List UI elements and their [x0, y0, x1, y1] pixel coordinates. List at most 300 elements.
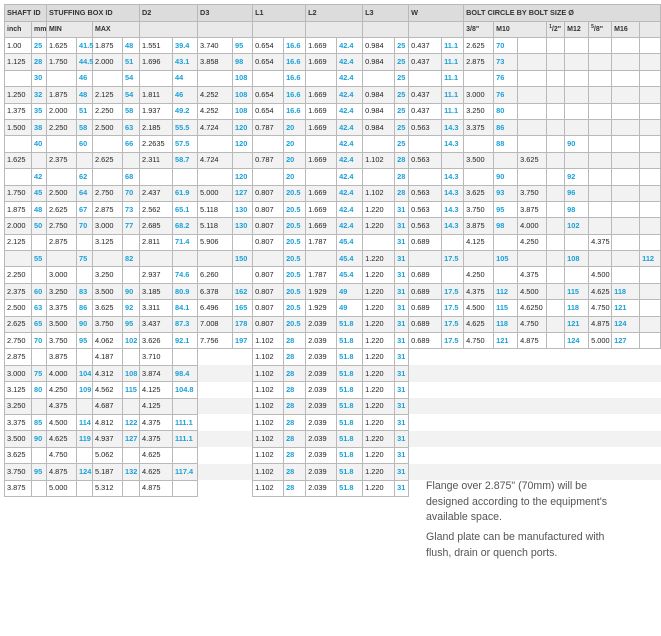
header-bolt-circle: BOLT CIRCLE BY BOLT SIZE Ø [464, 5, 661, 22]
table-cell: 3.858 [198, 54, 233, 70]
table-cell [173, 480, 198, 496]
table-cell: 42.4 [337, 38, 363, 54]
table-cell: 62 [77, 169, 93, 185]
table-cell: 0.807 [253, 201, 284, 217]
table-cell: 31 [395, 300, 409, 316]
table-cell [140, 251, 173, 267]
subheader-min: MIN [47, 22, 93, 38]
table-cell [93, 136, 123, 152]
table-cell: 1.696 [140, 54, 173, 70]
table-cell: 1.250 [5, 87, 32, 103]
table-cell [32, 234, 47, 250]
table-cell: 127 [612, 333, 640, 349]
table-cell: 3.625 [93, 300, 123, 316]
table-cell: 25 [395, 136, 409, 152]
table-cell [612, 251, 640, 267]
table-cell [612, 169, 640, 185]
table-cell [547, 103, 565, 119]
table-cell [565, 87, 589, 103]
table-cell: 6.496 [198, 300, 233, 316]
table-cell: 25 [395, 87, 409, 103]
table-cell: 48 [32, 201, 47, 217]
table-cell: 4.187 [93, 349, 123, 365]
table-cell [253, 251, 284, 267]
table-cell: 14.3 [442, 201, 464, 217]
table-cell: 31 [395, 382, 409, 398]
table-cell: 102 [565, 218, 589, 234]
table-cell: 42.4 [337, 87, 363, 103]
table-cell [253, 136, 284, 152]
table-cell: 51.8 [337, 365, 363, 381]
table-cell: 46 [77, 70, 93, 86]
table-cell [123, 152, 140, 168]
table-cell [640, 283, 661, 299]
table-cell: 31 [395, 480, 409, 496]
table-cell: 4.724 [198, 152, 233, 168]
empty-cell [198, 414, 253, 430]
table-cell: 77 [123, 218, 140, 234]
table-row [5, 398, 661, 414]
table-cell [565, 70, 589, 86]
table-cell [589, 185, 612, 201]
table-cell [140, 169, 173, 185]
table-cell [547, 283, 565, 299]
table-cell: 58 [77, 119, 93, 135]
subheader-l3 [363, 22, 409, 38]
empty-cell [409, 431, 661, 447]
table-cell: 1.102 [253, 480, 284, 496]
table-cell [306, 251, 337, 267]
table-cell [640, 54, 661, 70]
table-cell [612, 38, 640, 54]
table-cell: 60 [32, 283, 47, 299]
table-cell: 111.1 [173, 431, 198, 447]
table-cell: 2.685 [140, 218, 173, 234]
table-cell: 1.787 [306, 267, 337, 283]
table-cell: 3.874 [140, 365, 173, 381]
table-cell: 1.669 [306, 152, 337, 168]
table-cell: 3.375 [464, 119, 494, 135]
table-row [5, 38, 661, 54]
table-cell: 3.875 [47, 349, 77, 365]
table-cell: 3.185 [140, 283, 173, 299]
table-cell: 1.875 [5, 201, 32, 217]
table-cell: 31 [395, 251, 409, 267]
table-cell: 28 [284, 349, 306, 365]
table-cell: 114 [77, 414, 93, 430]
table-cell: 1.750 [47, 54, 77, 70]
table-cell: 6.378 [198, 283, 233, 299]
table-row [5, 431, 661, 447]
table-cell: 1.220 [363, 267, 395, 283]
table-cell: 4.625 [140, 447, 173, 463]
table-cell [547, 169, 565, 185]
table-cell: 1.669 [306, 218, 337, 234]
table-cell [464, 70, 494, 86]
table-cell: 3.750 [464, 201, 494, 217]
table-cell [547, 234, 565, 250]
header-l3: L3 [363, 5, 409, 22]
table-cell [77, 447, 93, 463]
table-cell: 0.654 [253, 54, 284, 70]
table-cell [640, 333, 661, 349]
table-cell: 51 [123, 54, 140, 70]
table-cell: 4.750 [47, 447, 77, 463]
table-cell: 2.750 [47, 218, 77, 234]
table-cell [547, 136, 565, 152]
table-cell: 20 [284, 119, 306, 135]
table-cell: 4.687 [93, 398, 123, 414]
table-cell: 4.062 [93, 333, 123, 349]
table-row [5, 414, 661, 430]
table-cell [640, 267, 661, 283]
table-cell: 2.2635 [140, 136, 173, 152]
table-cell: 64 [77, 185, 93, 201]
table-cell [77, 267, 93, 283]
table-cell: 90 [494, 169, 518, 185]
table-cell: 28 [284, 464, 306, 480]
table-cell: 1.375 [5, 103, 32, 119]
table-cell [173, 169, 198, 185]
table-cell: 28 [284, 382, 306, 398]
table-cell: 3.250 [93, 267, 123, 283]
table-cell [640, 169, 661, 185]
table-cell: 31 [395, 316, 409, 332]
table-cell: 0.984 [363, 119, 395, 135]
table-cell: 3.500 [464, 152, 494, 168]
table-cell: 25 [395, 54, 409, 70]
table-cell [93, 70, 123, 86]
table-cell [612, 87, 640, 103]
table-cell [547, 251, 565, 267]
table-cell: 39.4 [173, 38, 198, 54]
header-d3: D3 [198, 5, 253, 22]
table-cell [77, 234, 93, 250]
table-cell [306, 136, 337, 152]
table-cell [77, 152, 93, 168]
table-cell: 3.311 [140, 300, 173, 316]
table-row [5, 152, 661, 168]
table-cell [173, 398, 198, 414]
subheader-bolt-size: M12 [565, 22, 589, 38]
table-cell [518, 251, 547, 267]
table-cell: 0.563 [409, 152, 442, 168]
table-cell: 2.875 [47, 234, 77, 250]
table-cell [464, 251, 494, 267]
table-cell [93, 169, 123, 185]
subheader-bolt-size: $^5$/8" [589, 22, 612, 38]
table-row [5, 119, 661, 135]
table-cell: 25 [395, 119, 409, 135]
table-cell: 121 [612, 300, 640, 316]
table-cell: 86 [77, 300, 93, 316]
table-row [5, 316, 661, 332]
table-cell: 20.5 [284, 300, 306, 316]
table-cell [589, 169, 612, 185]
table-cell [518, 169, 547, 185]
table-cell: 3.626 [140, 333, 173, 349]
table-cell: 51.8 [337, 414, 363, 430]
table-cell [547, 333, 565, 349]
table-cell: 1.669 [306, 103, 337, 119]
table-cell: 2.039 [306, 349, 337, 365]
table-cell: 80 [32, 382, 47, 398]
table-cell: 17.5 [442, 300, 464, 316]
empty-cell [409, 414, 661, 430]
table-cell: 2.125 [93, 87, 123, 103]
table-cell: 2.500 [47, 185, 77, 201]
table-cell: 3.750 [5, 464, 32, 480]
gland-plate-note: Gland plate can be manufactured with flush, drain or quench ports. [426, 531, 605, 559]
table-row [5, 201, 661, 217]
header-l1: L1 [253, 5, 306, 22]
empty-cell [198, 464, 253, 480]
table-cell: 3.375 [5, 414, 32, 430]
table-cell: 31 [395, 398, 409, 414]
table-cell: 118 [565, 300, 589, 316]
table-cell [612, 54, 640, 70]
table-cell: 31 [395, 234, 409, 250]
table-cell: 1.220 [363, 480, 395, 496]
table-cell: 2.811 [140, 234, 173, 250]
table-cell: 3.000 [464, 87, 494, 103]
table-cell [612, 185, 640, 201]
table-cell: 7.008 [198, 316, 233, 332]
table-cell: 5.118 [198, 201, 233, 217]
table-cell [123, 234, 140, 250]
table-cell: 51.8 [337, 333, 363, 349]
table-cell: 11.1 [442, 54, 464, 70]
table-cell: 14.3 [442, 119, 464, 135]
table-cell: 20 [284, 136, 306, 152]
table-cell: 4.125 [140, 398, 173, 414]
table-cell: 1.102 [253, 464, 284, 480]
table-cell [565, 267, 589, 283]
table-cell: 42.4 [337, 136, 363, 152]
table-cell: 1.669 [306, 87, 337, 103]
table-cell: 112 [494, 283, 518, 299]
table-cell [253, 70, 284, 86]
table-row [5, 218, 661, 234]
table-cell [565, 234, 589, 250]
table-cell [547, 119, 565, 135]
table-cell: 119 [77, 431, 93, 447]
table-cell: 51.8 [337, 316, 363, 332]
table-cell: 4.000 [47, 365, 77, 381]
table-cell: 121 [494, 333, 518, 349]
table-cell: 85 [32, 414, 47, 430]
table-cell: 0.563 [409, 218, 442, 234]
table-cell: 1.220 [363, 333, 395, 349]
table-cell: 0.437 [409, 38, 442, 54]
table-cell [5, 136, 32, 152]
table-cell: 120 [233, 119, 253, 135]
table-cell: 3.625 [5, 447, 32, 463]
table-cell: 102 [123, 333, 140, 349]
table-cell: 0.437 [409, 54, 442, 70]
table-cell: 3.740 [198, 38, 233, 54]
table-cell: 4.252 [198, 103, 233, 119]
header-l2: L2 [306, 5, 363, 22]
empty-cell [409, 398, 661, 414]
table-cell: 3.500 [5, 431, 32, 447]
table-cell [32, 267, 47, 283]
table-cell: 73 [123, 201, 140, 217]
table-cell: 58 [123, 103, 140, 119]
table-cell: 1.220 [363, 251, 395, 267]
table-cell: 2.039 [306, 414, 337, 430]
table-cell: 98 [494, 218, 518, 234]
table-cell: 92 [123, 300, 140, 316]
table-cell: 42.4 [337, 201, 363, 217]
table-cell [77, 398, 93, 414]
table-cell: 31 [395, 218, 409, 234]
table-cell: 98 [233, 54, 253, 70]
table-cell: 1.00 [5, 38, 32, 54]
table-cell: 42.4 [337, 119, 363, 135]
table-cell: 2.039 [306, 333, 337, 349]
table-cell: 92.1 [173, 333, 198, 349]
table-cell: 4.000 [518, 218, 547, 234]
table-row [5, 365, 661, 381]
table-cell [612, 70, 640, 86]
table-cell: 2.250 [5, 267, 32, 283]
table-cell [589, 201, 612, 217]
table-cell: 17.5 [442, 316, 464, 332]
table-cell: 4.125 [140, 382, 173, 398]
header-stuffing-box-id: STUFFING BOX ID [47, 5, 140, 22]
table-cell: 4.250 [518, 234, 547, 250]
table-cell: 2.375 [47, 152, 77, 168]
table-cell [518, 38, 547, 54]
table-cell: 3.500 [93, 283, 123, 299]
table-row [5, 267, 661, 283]
flange-note: Flange over 2.875" (70mm) will be designed according to the equipment's available space. [426, 480, 608, 523]
table-cell: 108 [233, 87, 253, 103]
table-cell: 60 [77, 136, 93, 152]
table-cell: 2.500 [5, 300, 32, 316]
table-cell: 2.625 [5, 316, 32, 332]
table-cell [612, 201, 640, 217]
table-cell: 45.4 [337, 267, 363, 283]
table-cell: 1.102 [253, 365, 284, 381]
table-cell: 42.4 [337, 185, 363, 201]
table-cell [640, 152, 661, 168]
table-cell [5, 169, 32, 185]
table-cell: 55 [32, 251, 47, 267]
table-cell: 4.750 [464, 333, 494, 349]
table-cell: 5.118 [198, 218, 233, 234]
table-cell [198, 70, 233, 86]
table-cell: 3.000 [93, 218, 123, 234]
table-cell: 1.669 [306, 119, 337, 135]
table-cell [547, 267, 565, 283]
table-cell: 0.437 [409, 103, 442, 119]
table-cell [77, 349, 93, 365]
table-cell [464, 169, 494, 185]
table-cell [612, 103, 640, 119]
table-cell: 0.563 [409, 201, 442, 217]
table-cell: 3.125 [5, 382, 32, 398]
table-cell: 35 [32, 103, 47, 119]
dimension-table [4, 4, 661, 497]
table-cell [547, 201, 565, 217]
table-cell: 45.4 [337, 251, 363, 267]
table-cell: 1.500 [5, 119, 32, 135]
subheader-bolt-size: $^1$/2" [547, 22, 565, 38]
table-cell: 4.875 [518, 333, 547, 349]
table-cell: 130 [233, 218, 253, 234]
table-cell: 2.875 [5, 349, 32, 365]
table-cell: 5.000 [47, 480, 77, 496]
table-cell: 0.807 [253, 283, 284, 299]
table-cell [442, 152, 464, 168]
table-cell [640, 119, 661, 135]
table-cell: 1.220 [363, 316, 395, 332]
table-cell [123, 398, 140, 414]
table-cell: 55.5 [173, 119, 198, 135]
table-cell: 16.6 [284, 103, 306, 119]
table-cell: 4.375 [47, 398, 77, 414]
table-cell: 1.102 [363, 185, 395, 201]
table-cell: 20.5 [284, 283, 306, 299]
table-cell: 5.062 [93, 447, 123, 463]
subheader-bolt-size: M16 [612, 22, 640, 38]
table-row [5, 103, 661, 119]
table-cell [5, 251, 32, 267]
table-cell: 4.375 [464, 283, 494, 299]
table-cell: 4.500 [47, 414, 77, 430]
table-cell [363, 136, 395, 152]
empty-cell [198, 431, 253, 447]
table-cell: 0.689 [409, 333, 442, 349]
table-cell [464, 136, 494, 152]
table-cell: 1.220 [363, 201, 395, 217]
table-cell: 28 [32, 54, 47, 70]
table-row [5, 382, 661, 398]
subheader-l1 [253, 22, 306, 38]
table-cell: 127 [233, 185, 253, 201]
subheader-w [409, 22, 464, 38]
table-cell [93, 251, 123, 267]
table-cell: 95 [32, 464, 47, 480]
table-cell: 4.6250 [518, 300, 547, 316]
table-cell: 124 [565, 333, 589, 349]
table-cell: 11.1 [442, 70, 464, 86]
table-cell: 20 [284, 169, 306, 185]
table-cell: 5.000 [589, 333, 612, 349]
table-cell: 93 [494, 185, 518, 201]
table-cell: 17.5 [442, 251, 464, 267]
table-cell [547, 54, 565, 70]
table-cell: 1.220 [363, 349, 395, 365]
table-cell: 28 [284, 480, 306, 496]
table-cell: 4.625 [140, 464, 173, 480]
table-cell: 76 [494, 70, 518, 86]
empty-cell [198, 480, 253, 496]
table-cell [565, 54, 589, 70]
table-cell: 3.500 [47, 316, 77, 332]
table-cell: 108 [565, 251, 589, 267]
subheader-inch: inch [5, 22, 32, 38]
table-cell: 1.929 [306, 300, 337, 316]
table-cell [363, 234, 395, 250]
table-cell: 71.4 [173, 234, 198, 250]
subheader-row [5, 22, 661, 38]
table-cell: 130 [233, 201, 253, 217]
table-cell [518, 103, 547, 119]
table-cell: 1.102 [363, 152, 395, 168]
